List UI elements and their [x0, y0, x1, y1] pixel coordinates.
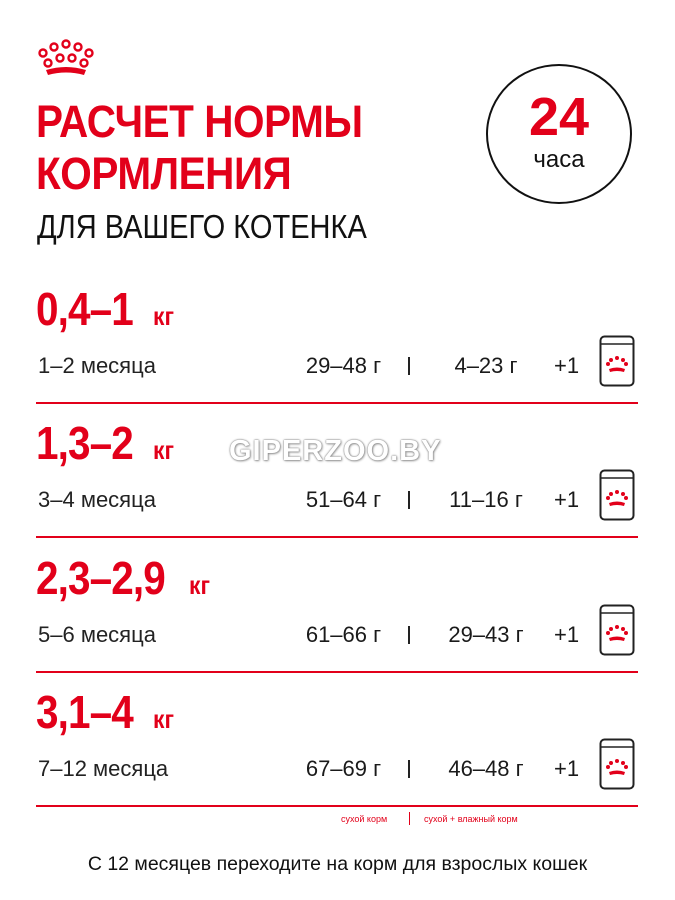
- legend-mixed-food: сухой + влажный корм: [424, 814, 518, 824]
- pouch-count: +1: [554, 756, 580, 781]
- weight-range: 2,3–2,9 кг: [36, 552, 210, 604]
- wet-food-pouch-icon: [599, 604, 635, 656]
- title-line-2: КОРМЛЕНИЯ: [36, 148, 292, 199]
- feeding-row: [36, 685, 638, 820]
- mixed-food-amount: 46–48 г: [448, 756, 524, 781]
- weight-range: 0,4–1 кг: [36, 283, 174, 335]
- row-divider: [36, 805, 638, 807]
- dry-food-amount: 61–66 г: [305, 622, 382, 647]
- crown-logo: [34, 38, 98, 78]
- age-label: 3–4 месяца: [38, 487, 156, 512]
- hours-badge: [486, 64, 632, 204]
- title-line-1: РАСЧЕТ НОРМЫ: [36, 96, 363, 147]
- pouch-count: +1: [554, 622, 580, 647]
- weight-range: 1,3–2 кг: [36, 417, 174, 469]
- wet-food-pouch-icon: [599, 469, 635, 521]
- age-label: 5–6 месяца: [38, 622, 156, 647]
- wet-food-pouch-icon: [599, 738, 635, 790]
- age-label: 7–12 месяца: [38, 756, 169, 781]
- badge-number: 24: [528, 87, 590, 147]
- row-divider: [36, 536, 638, 538]
- page-title: [36, 96, 363, 200]
- legend-dry-food: сухой корм: [341, 814, 388, 824]
- watermark: GIPERZOO.BY: [229, 435, 442, 467]
- wet-food-pouch-icon: [599, 335, 635, 387]
- row-divider: [36, 402, 638, 404]
- value-separator: [408, 626, 410, 644]
- row-divider: [36, 671, 638, 673]
- value-separator: [408, 760, 410, 778]
- legend-separator: [409, 812, 410, 825]
- mixed-food-amount: 29–43 г: [448, 622, 524, 647]
- dry-food-amount: 29–48 г: [305, 353, 382, 378]
- age-label: 1–2 месяца: [38, 353, 156, 378]
- pouch-count: +1: [554, 487, 580, 512]
- value-separator: [408, 491, 410, 509]
- pouch-count: +1: [554, 353, 580, 378]
- dry-food-amount: 51–64 г: [305, 487, 382, 512]
- mixed-food-amount: 11–16 г: [449, 487, 523, 512]
- value-separator: [408, 357, 410, 375]
- mixed-food-amount: 4–23 г: [454, 353, 518, 378]
- feeding-row: [36, 551, 638, 686]
- footer-note: С 12 месяцев переходите на корм для взрослых кошек: [87, 853, 588, 875]
- page-subtitle: ДЛЯ ВАШЕГО КОТЕНКА: [37, 208, 367, 245]
- feeding-row: [36, 282, 638, 417]
- weight-range: 3,1–4 кг: [36, 686, 174, 738]
- dry-food-amount: 67–69 г: [305, 756, 382, 781]
- badge-unit: часа: [533, 146, 585, 173]
